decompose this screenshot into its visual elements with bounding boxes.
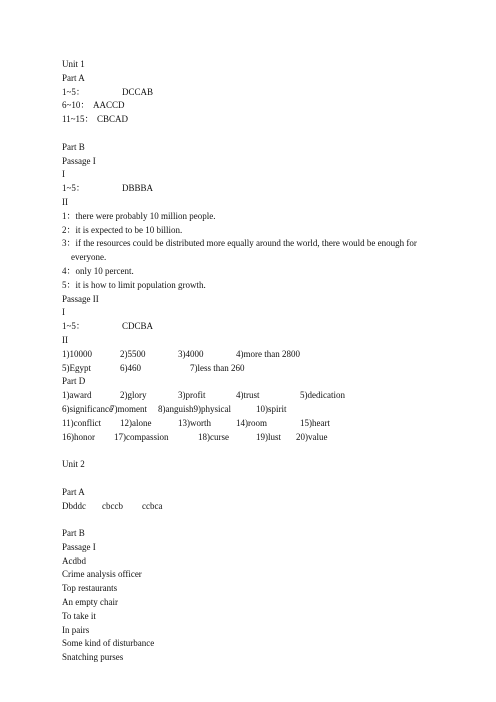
answer-line: 1：there were probably 10 million people. — [62, 210, 216, 221]
answer-item: 20)value — [296, 431, 328, 442]
answer-letters: DBBBA — [122, 183, 154, 194]
answer-letters: CBCAD — [97, 114, 129, 125]
answer-range: 11~15： — [62, 114, 94, 125]
answer-item: 16)honor — [62, 431, 95, 442]
answer-item: 1)award — [62, 390, 92, 401]
answer-line: 2：it is expected to be 10 billion. — [62, 224, 183, 235]
section-label: I — [62, 169, 65, 180]
answer-letters: CDCBA — [122, 321, 154, 332]
answer-group: ccbca — [142, 500, 163, 511]
unit2-part-a-label: Part A — [62, 486, 85, 497]
answer-item: 7)less than 260 — [190, 362, 245, 373]
unit1-part-d-line-3 — [62, 417, 462, 431]
answer-item: 5)dedication — [300, 390, 345, 401]
answer-item: 3)4000 — [178, 348, 204, 359]
answer-item: 4)more than 2800 — [236, 348, 300, 359]
answer-group: Dbddc — [62, 500, 86, 511]
answer-line-continuation: everyone. — [71, 252, 107, 263]
answer-line: In pairs — [62, 624, 90, 635]
section-label: I — [62, 307, 65, 318]
answer-item: 1)10000 — [62, 348, 92, 359]
answer-item: 18)curse — [198, 431, 229, 442]
unit1-passage-1-label: Passage I — [62, 155, 96, 166]
unit1-part-a-label: Part A — [62, 72, 85, 83]
answer-range: 1~5： — [62, 183, 85, 194]
answer-item: 7)moment — [110, 403, 147, 414]
answer-line: Some kind of disturbance — [62, 638, 155, 649]
unit1-part-d-line-4 — [62, 431, 462, 445]
answer-line: Crime analysis officer — [62, 569, 142, 580]
unit2-part-b-label: Part B — [62, 528, 85, 539]
answer-letters: AACCD — [93, 100, 125, 111]
answer-item: 6)460 — [120, 362, 141, 373]
unit2-passage-1-label: Passage I — [62, 541, 96, 552]
unit1-passage-1-row — [62, 182, 462, 196]
answer-item: 13)worth — [178, 417, 211, 428]
answer-item: 17)compassion — [114, 431, 169, 442]
answer-line: To take it — [62, 610, 96, 621]
unit2-part-a-answers — [62, 500, 462, 514]
answer-item: 3)profit — [178, 390, 206, 401]
unit1-part-a-row-1 — [62, 86, 462, 100]
answer-line: Snatching purses — [62, 652, 124, 663]
answer-line: An empty chair — [62, 597, 118, 608]
answer-item: 15)heart — [300, 417, 330, 428]
answer-range: 6~10： — [62, 100, 90, 111]
unit2-title: Unit 2 — [62, 459, 85, 470]
unit1-part-a-row-3 — [62, 113, 462, 127]
section-label: II — [62, 334, 68, 345]
answer-line: Acdbd — [62, 555, 86, 566]
answer-item: 2)5500 — [120, 348, 146, 359]
section-label: II — [62, 196, 68, 207]
answer-line: Top restaurants — [62, 583, 118, 594]
answer-letters: DCCAB — [122, 86, 154, 97]
answer-item: 8)anguish9)physical — [158, 403, 231, 414]
answer-line: 4：only 10 percent. — [62, 265, 134, 276]
answer-item: 19)lust — [256, 431, 282, 442]
unit1-passage-2-line-1 — [62, 348, 462, 362]
answer-line: 5：it is how to limit population growth. — [62, 279, 206, 290]
answer-item: 11)conflict — [62, 417, 102, 428]
answer-item: 2)glory — [120, 390, 147, 401]
answer-group: cbccb — [102, 500, 123, 511]
answer-item: 10)spirit — [256, 403, 287, 414]
unit1-passage-2-label: Passage II — [62, 293, 99, 304]
unit1-passage-2-line-2 — [62, 362, 462, 376]
answer-item: 12)alone — [120, 417, 152, 428]
answer-range: 1~5： — [62, 321, 85, 332]
unit1-part-d-line-2 — [62, 403, 462, 417]
answer-item: 6)significance — [62, 403, 113, 414]
answer-line: 3：if the resources could be distributed more equally around the world, there would be enough for — [62, 238, 417, 249]
unit1-part-d-label: Part D — [62, 376, 86, 387]
unit1-passage-2-row — [62, 320, 462, 334]
unit1-title: Unit 1 — [62, 59, 85, 69]
unit1-part-b-label: Part B — [62, 141, 85, 152]
answer-item: 4)trust — [236, 390, 260, 401]
answer-item: 14)room — [236, 417, 267, 428]
unit1-part-d-line-1 — [62, 389, 462, 403]
answer-item: 5)Egypt — [62, 362, 91, 373]
unit1-part-a-row-2 — [62, 99, 462, 113]
answer-key-page — [62, 58, 462, 665]
answer-range: 1~5： — [62, 86, 85, 97]
